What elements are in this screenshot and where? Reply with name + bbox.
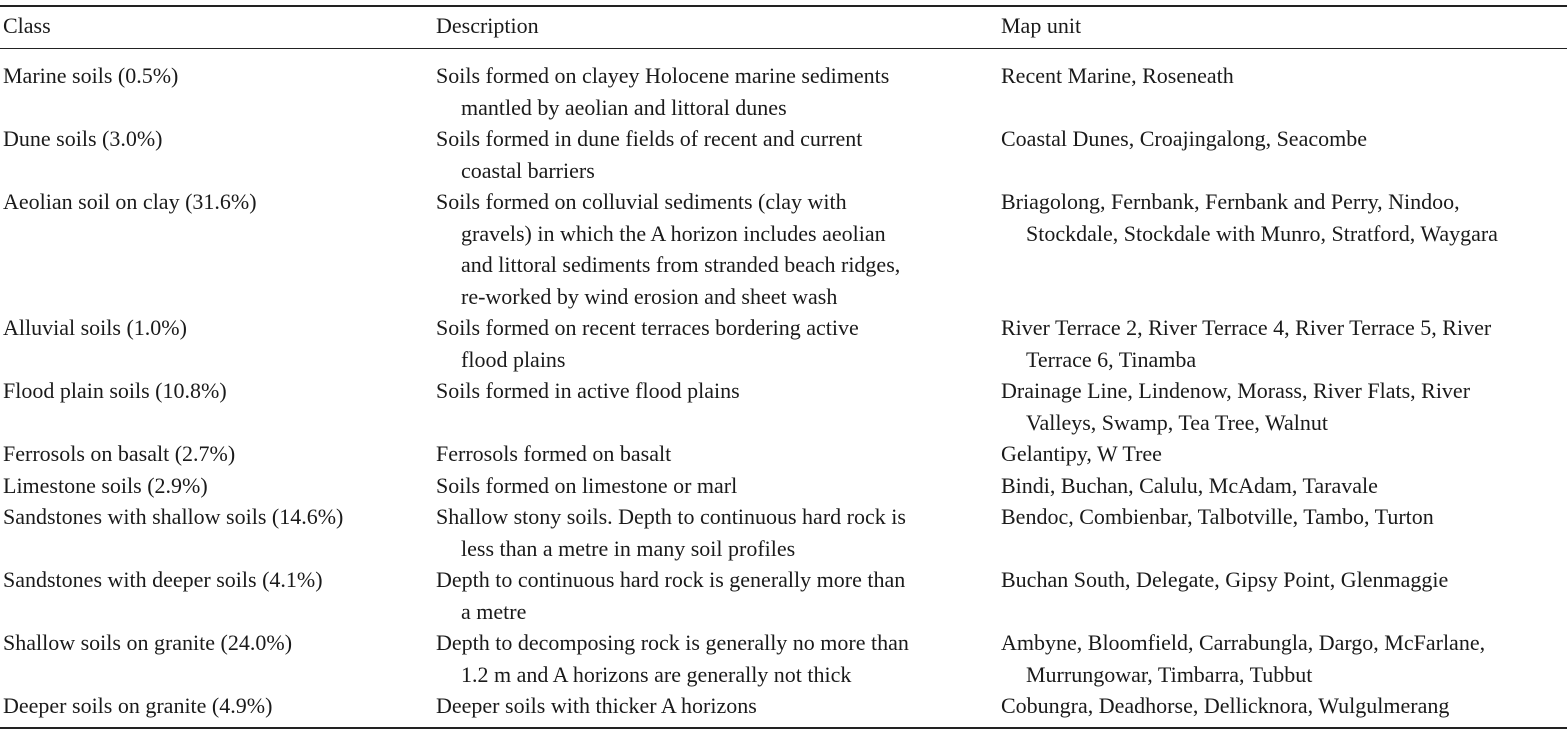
map-unit-cell — [1001, 470, 1567, 502]
map-unit-cell-line: Valleys, Swamp, Tea Tree, Walnut — [1026, 409, 1329, 435]
header-map-unit: Map unit — [1001, 13, 1082, 38]
description-cell-line: mantled by aeolian and littoral dunes — [461, 94, 787, 120]
map-unit-cell-line: Murrungowar, Timbarra, Tubbut — [1026, 661, 1313, 687]
table-row — [0, 375, 1567, 438]
map-unit-cell-line: Buchan South, Delegate, Gipsy Point, Glenmaggie — [1001, 567, 1449, 592]
header-description: Description — [436, 13, 539, 38]
description-cell-line: gravels) in which the A horizon includes aeolian — [461, 220, 886, 246]
table-body — [0, 60, 1567, 722]
map-unit-cell — [1001, 186, 1567, 249]
description-cell — [436, 690, 981, 722]
map-unit-cell-line: Coastal Dunes, Croajingalong, Seacombe — [1001, 126, 1367, 151]
map-unit-cell — [1001, 375, 1567, 438]
class-cell — [3, 60, 423, 92]
map-unit-cell-line: Bindi, Buchan, Calulu, McAdam, Taravale — [1001, 472, 1378, 498]
description-cell-line: Shallow stony soils. Depth to continuous hard rock is — [436, 504, 906, 529]
table-header — [0, 11, 1567, 41]
map-unit-cell-line: Gelantipy, W Tree — [1001, 441, 1162, 466]
header-class: Class — [3, 13, 51, 38]
description-cell-line: Depth to continuous hard rock is generally more than — [436, 567, 906, 592]
map-unit-cell — [1001, 438, 1567, 470]
map-unit-cell-line: Ambyne, Bloomfield, Carrabungla, Dargo, McFarlane, — [1001, 630, 1486, 655]
map-unit-cell — [1001, 60, 1567, 92]
map-unit-cell-line: Drainage Line, Lindenow, Morass, River Flats, River — [1001, 378, 1471, 403]
class-cell — [3, 312, 423, 344]
description-cell-line: 1.2 m and A horizons are generally not thick — [461, 661, 852, 687]
map-unit-cell — [1001, 312, 1567, 375]
map-unit-cell-line: Briagolong, Fernbank, Fernbank and Perry, Nindoo, — [1001, 189, 1460, 214]
map-unit-cell-line: Recent Marine, Roseneath — [1001, 63, 1234, 88]
description-cell — [436, 60, 981, 123]
class-cell — [3, 627, 423, 659]
table-row — [0, 627, 1567, 690]
class-cell-line: Aeolian soil on clay (31.6%) — [3, 189, 257, 214]
table-row — [0, 186, 1567, 312]
description-cell-line: re-worked by wind erosion and sheet wash — [461, 283, 838, 309]
map-unit-cell-line: Terrace 6, Tinamba — [1026, 346, 1197, 372]
description-cell-line: Deeper soils with thicker A horizons — [436, 693, 757, 718]
class-cell — [3, 470, 423, 502]
description-cell-line: a metre — [461, 598, 527, 624]
table-top-rule — [0, 5, 1567, 7]
description-cell-line: and littoral sediments from stranded beach ridges, — [461, 252, 901, 277]
description-cell — [436, 501, 981, 564]
description-cell — [436, 470, 981, 502]
description-cell-line: Depth to decomposing rock is generally no more than — [436, 630, 909, 655]
description-cell — [436, 186, 981, 312]
description-cell-line: Soils formed on recent terraces bordering active — [436, 315, 859, 340]
description-cell — [436, 564, 981, 627]
table-row — [0, 564, 1567, 627]
map-unit-cell — [1001, 564, 1567, 596]
table-row — [0, 690, 1567, 722]
class-cell-line: Sandstones with shallow soils (14.6%) — [3, 504, 344, 529]
class-cell-line: Deeper soils on granite (4.9%) — [3, 693, 273, 718]
table-row — [0, 312, 1567, 375]
table-bottom-rule — [0, 727, 1567, 729]
description-cell — [436, 375, 981, 407]
table-row — [0, 470, 1567, 502]
class-cell-line: Dune soils (3.0%) — [3, 126, 163, 151]
description-cell-line: flood plains — [461, 346, 566, 372]
description-cell-line: Soils formed on colluvial sediments (clay with — [436, 189, 847, 214]
class-cell — [3, 186, 423, 218]
table-row — [0, 123, 1567, 186]
class-cell — [3, 501, 423, 533]
class-cell — [3, 123, 423, 155]
map-unit-cell — [1001, 690, 1567, 722]
table-header-rule — [0, 48, 1567, 49]
map-unit-cell — [1001, 627, 1567, 690]
map-unit-cell-line: Cobungra, Deadhorse, Dellicknora, Wulgulmerang — [1001, 693, 1450, 718]
description-cell-line: less than a metre in many soil profiles — [461, 535, 796, 561]
class-cell — [3, 438, 423, 470]
map-unit-cell — [1001, 123, 1567, 155]
class-cell-line: Sandstones with deeper soils (4.1%) — [3, 567, 323, 592]
class-cell-line: Ferrosols on basalt (2.7%) — [3, 441, 236, 466]
class-cell — [3, 690, 423, 722]
class-cell-line: Marine soils (0.5%) — [3, 63, 179, 88]
description-cell-line: Soils formed in dune fields of recent and current — [436, 126, 863, 151]
map-unit-cell-line: Bendoc, Combienbar, Talbotville, Tambo, Turton — [1001, 504, 1434, 529]
class-cell-line: Alluvial soils (1.0%) — [3, 315, 187, 340]
map-unit-cell — [1001, 501, 1567, 533]
description-cell-line: Soils formed on limestone or marl — [436, 472, 738, 498]
class-cell — [3, 375, 423, 407]
map-unit-cell-line: River Terrace 2, River Terrace 4, River Terrace 5, River — [1001, 315, 1492, 340]
description-cell — [436, 438, 981, 470]
class-cell-line: Limestone soils (2.9%) — [3, 472, 208, 498]
description-cell-line: coastal barriers — [461, 157, 595, 183]
class-cell — [3, 564, 423, 596]
table-row — [0, 60, 1567, 123]
description-cell-line: Soils formed on clayey Holocene marine sediments — [436, 63, 890, 88]
description-cell — [436, 123, 981, 186]
table-row — [0, 501, 1567, 564]
class-cell-line: Flood plain soils (10.8%) — [3, 378, 227, 403]
description-cell — [436, 312, 981, 375]
description-cell — [436, 627, 981, 690]
table-row — [0, 438, 1567, 470]
description-cell-line: Ferrosols formed on basalt — [436, 441, 672, 466]
class-cell-line: Shallow soils on granite (24.0%) — [3, 630, 293, 655]
map-unit-cell-line: Stockdale, Stockdale with Munro, Stratford, Waygara — [1026, 220, 1498, 246]
description-cell-line: Soils formed in active flood plains — [436, 378, 740, 403]
